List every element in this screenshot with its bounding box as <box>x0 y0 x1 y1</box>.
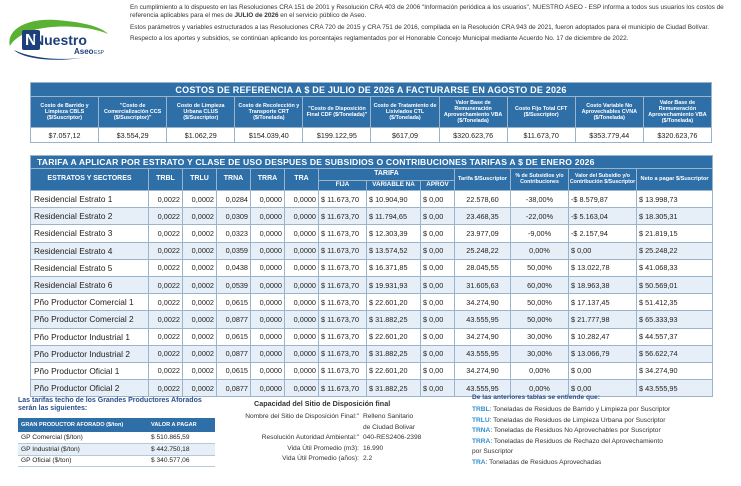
tariff-cell-pct: 0,00% <box>511 242 569 259</box>
reference-header: Costo Fijo Total CFT ($/Suscriptor) <box>507 97 575 128</box>
tariff-cell-trna: 0,0359 <box>217 242 251 259</box>
tariff-cell-tra: 0,0000 <box>285 345 319 362</box>
tariff-cell-aprov: $ 0,00 <box>421 242 455 259</box>
tariff-cell-trra: 0,0000 <box>251 362 285 379</box>
site-value: 2.2 <box>363 455 373 463</box>
tariff-cell-fija: $ 11.673,70 <box>319 311 367 328</box>
tariff-cell-trbl: 0,0022 <box>149 380 183 397</box>
tariff-cell-valor: $ 0,00 <box>569 380 637 397</box>
tariff-cell-tra: 0,0000 <box>285 328 319 345</box>
tariff-cell-pct: 0,00% <box>511 380 569 397</box>
tariff-cell-tarifa: 25.248,22 <box>455 242 511 259</box>
col-tra: TRA <box>285 169 319 191</box>
tariff-cell-fija: $ 11.673,70 <box>319 191 367 208</box>
tariff-cell-aprov: $ 0,00 <box>421 191 455 208</box>
reference-value: $199.122,95 <box>303 128 371 143</box>
glossary-text: : Toneladas de Residuos Aprovechadas <box>485 458 602 466</box>
col-valor-subsidio: Valor del Subsidio y/o Contribución $/Suscriptor <box>569 169 637 191</box>
tariff-cell-aprov: $ 0,00 <box>421 328 455 345</box>
tariff-cell-aprov: $ 0,00 <box>421 362 455 379</box>
tariff-cell-trlu: 0,0002 <box>183 345 217 362</box>
glossary-code: TRNA <box>472 427 491 434</box>
tariff-cell-aprov: $ 0,00 <box>421 208 455 225</box>
tariff-cell-valor: -$ 8.579,87 <box>569 191 637 208</box>
ceiling-label: GP Comercial ($/ton) <box>18 432 148 444</box>
glossary-list <box>472 405 734 468</box>
tariff-cell-sector: Pño Productor Industrial 1 <box>31 328 149 345</box>
col-tarifa-suscriptor: Tarifa $/Suscriptor <box>455 169 511 191</box>
tariff-cell-aprov: $ 0,00 <box>421 380 455 397</box>
reference-header: Costo de Tratamiento de Lixiviados CTL ($/Tonelada) <box>371 97 439 128</box>
tariff-cell-pct: -22,00% <box>511 208 569 225</box>
tariff-cell-variable: $ 11.794,65 <box>367 208 421 225</box>
tariff-cell-tarifa: 34.274,90 <box>455 328 511 345</box>
tariff-cell-trbl: 0,0022 <box>149 362 183 379</box>
tariff-cell-trbl: 0,0022 <box>149 345 183 362</box>
tariff-cell-trra: 0,0000 <box>251 225 285 242</box>
reference-value: $320.623,76 <box>643 128 711 143</box>
site-key: Resolución Autoridad Ambiental:" <box>261 434 359 442</box>
tariff-cell-tarifa: 43.555,95 <box>455 311 511 328</box>
tariff-cell-fija: $ 11.673,70 <box>319 380 367 397</box>
ceiling-table <box>18 418 215 467</box>
tariff-cell-tra: 0,0000 <box>285 294 319 311</box>
tariff-cell-valor: -$ 2.157,94 <box>569 225 637 242</box>
tariff-cell-trbl: 0,0022 <box>149 242 183 259</box>
tariff-cell-tra: 0,0000 <box>285 362 319 379</box>
tariff-row <box>31 242 713 259</box>
reference-costs-table <box>30 82 712 143</box>
tariff-cell-pct: -9,00% <box>511 225 569 242</box>
tariff-cell-sector: Pño Productor Comercial 2 <box>31 311 149 328</box>
glossary-item <box>472 458 734 469</box>
intro-paragraph-1: En cumplimiento a lo dispuesto en las Resoluciones CRA 151 de 2001 y Resolución CRA 403 de 2006 "Información periódica a los usuarios", NUESTRO ASEO - ESP informa a todos sus usuarios los costos de referencia aplicables para el mes de JULIO de 2026 en el servicio público de Aseo. <box>130 4 724 20</box>
site-row <box>200 454 478 465</box>
ceiling-row <box>18 455 215 467</box>
tariff-cell-trra: 0,0000 <box>251 242 285 259</box>
tariff-cell-variable: $ 10.904,90 <box>367 191 421 208</box>
tariff-cell-neto: $ 43.555,95 <box>637 380 713 397</box>
tariff-cell-tra: 0,0000 <box>285 276 319 293</box>
tariff-cell-pct: 50,00% <box>511 259 569 276</box>
tariff-cell-sector: Residencial Estrato 3 <box>31 225 149 242</box>
reference-value: $3.554,29 <box>99 128 167 143</box>
tariff-cell-trlu: 0,0002 <box>183 259 217 276</box>
tariff-row <box>31 191 713 208</box>
tariff-cell-pct: 60,00% <box>511 276 569 293</box>
tariff-cell-tarifa: 34.274,90 <box>455 294 511 311</box>
tariff-cell-trlu: 0,0002 <box>183 311 217 328</box>
ceiling-label: GP Oficial ($/ton) <box>18 455 148 467</box>
tariff-cell-trlu: 0,0002 <box>183 242 217 259</box>
tariff-title: TARIFA A APLICAR POR ESTRATO Y CLASE DE USO DESPUES DE SUBSIDIOS O CONTRIBUCIONES TARIFAS A $ DE ENERO 2026 <box>31 156 713 169</box>
tariff-row <box>31 225 713 242</box>
site-key: Vida Útil Promedio (m3): <box>287 444 359 452</box>
tariff-row <box>31 208 713 225</box>
col-variable: VARIABLE NA <box>367 181 421 191</box>
site-value: de Ciudad Bolivar <box>363 423 416 431</box>
col-sector: ESTRATOS Y SECTORES <box>31 169 149 191</box>
intro-paragraph-3: Respecto a los aportes y subsidios, se continúan aplicando los porcentajes reglamentados por el Honorable Concejo Municipal mediante Acuerdo No. 17 de diciembre de 2022. <box>130 34 629 42</box>
col-neto: Neto a pagar $/Suscriptor <box>637 169 713 191</box>
tariff-cell-trna: 0,0539 <box>217 276 251 293</box>
tariff-cell-fija: $ 11.673,70 <box>319 345 367 362</box>
tariff-cell-tra: 0,0000 <box>285 242 319 259</box>
tariff-table <box>30 155 713 397</box>
ceiling-row <box>18 432 215 444</box>
tariff-cell-neto: $ 65.333,93 <box>637 311 713 328</box>
tariff-cell-trna: 0,0877 <box>217 345 251 362</box>
tariff-cell-trlu: 0,0002 <box>183 328 217 345</box>
glossary-text: : Toneladas de Residuos de Limpieza Urbana por Suscriptor <box>489 416 666 424</box>
reference-header: Costo Variable No Aprovechables CVNA ($/Tonelada) <box>575 97 643 128</box>
tariff-cell-pct: 30,00% <box>511 328 569 345</box>
tariff-cell-variable: $ 19.931,93 <box>367 276 421 293</box>
tariff-cell-tarifa: 28.045,55 <box>455 259 511 276</box>
tariff-cell-trna: 0,0323 <box>217 225 251 242</box>
reference-value: $7.057,12 <box>31 128 99 143</box>
ceiling-value: $ 340.577,06 <box>148 455 215 467</box>
site-row <box>200 433 478 444</box>
tariff-cell-trbl: 0,0022 <box>149 276 183 293</box>
tariff-cell-variable: $ 31.882,25 <box>367 345 421 362</box>
tariff-cell-tarifa: 34.274,90 <box>455 362 511 379</box>
reference-header: Costo de Limpieza Urbana CLUS ($/Suscriptor) <box>167 97 235 128</box>
tariff-cell-valor: $ 13.066,79 <box>569 345 637 362</box>
col-trna: TRNA <box>217 169 251 191</box>
tariff-cell-sector: Residencial Estrato 5 <box>31 259 149 276</box>
tariff-cell-aprov: $ 0,00 <box>421 345 455 362</box>
tariff-cell-trlu: 0,0002 <box>183 362 217 379</box>
ceiling-col-value: VALOR A PAGAR <box>148 418 215 432</box>
tariff-cell-trbl: 0,0022 <box>149 225 183 242</box>
tariff-cell-pct: -38,00% <box>511 191 569 208</box>
tariff-cell-trna: 0,0309 <box>217 208 251 225</box>
tariff-cell-trna: 0,0615 <box>217 328 251 345</box>
tariff-cell-variable: $ 31.882,25 <box>367 380 421 397</box>
tariff-cell-trlu: 0,0002 <box>183 294 217 311</box>
tariff-cell-trbl: 0,0022 <box>149 208 183 225</box>
glossary-text: por Suscriptor <box>472 448 514 455</box>
tariff-cell-sector: Residencial Estrato 6 <box>31 276 149 293</box>
glossary-item <box>472 405 734 416</box>
tariff-cell-aprov: $ 0,00 <box>421 259 455 276</box>
tariff-cell-trlu: 0,0002 <box>183 208 217 225</box>
reference-header: Costo de Barrido y Limpieza CBLS ($/Suscriptor) <box>31 97 99 128</box>
tariff-cell-neto: $ 50.569,01 <box>637 276 713 293</box>
tariff-cell-valor: $ 0,00 <box>569 362 637 379</box>
ceiling-title: Las tarifas techo de los Grandes Productores Aforados serán las siguientes: <box>18 397 202 413</box>
reference-costs-title: COSTOS DE REFERENCIA A $ DE JULIO DE 2026 A FACTURARSE EN AGOSTO DE 2026 <box>31 83 712 97</box>
tariff-cell-trna: 0,0438 <box>217 259 251 276</box>
logo-suffix: ESP <box>94 50 105 56</box>
tariff-cell-trbl: 0,0022 <box>149 328 183 345</box>
tariff-cell-sector: Pño Productor Industrial 2 <box>31 345 149 362</box>
glossary-code: TRRA <box>472 437 491 445</box>
tariff-cell-variable: $ 12.303,39 <box>367 225 421 242</box>
tariff-cell-tarifa: 23.977,09 <box>455 225 511 242</box>
reference-value: $353.779,44 <box>575 128 643 143</box>
glossary-code: TRBL <box>472 406 490 413</box>
glossary-code: TRLU <box>472 416 490 424</box>
reference-value: $320.623,76 <box>439 128 507 143</box>
site-value: 16.990 <box>363 444 384 452</box>
site-value: Relleno Sanitario <box>363 413 414 420</box>
tariff-row <box>31 362 713 379</box>
ceiling-label: GP Industrial ($/ton) <box>18 444 148 456</box>
tariff-cell-neto: $ 51.412,35 <box>637 294 713 311</box>
tariff-cell-trna: 0,0615 <box>217 294 251 311</box>
col-trbl: TRBL <box>149 169 183 191</box>
svg-text:N: N <box>25 32 37 49</box>
ceiling-row <box>18 444 215 456</box>
tariff-cell-neto: $ 34.274,90 <box>637 362 713 379</box>
tariff-cell-trra: 0,0000 <box>251 191 285 208</box>
reference-header: Valor Base de Remuneración Aprovechamiento VBA ($/Tonelada) <box>643 97 711 128</box>
tariff-cell-trlu: 0,0002 <box>183 225 217 242</box>
tariff-cell-fija: $ 11.673,70 <box>319 242 367 259</box>
tariff-cell-valor: $ 18.963,38 <box>569 276 637 293</box>
tariff-row <box>31 259 713 276</box>
tariff-cell-fija: $ 11.673,70 <box>319 276 367 293</box>
tariff-cell-trra: 0,0000 <box>251 328 285 345</box>
tariff-cell-variable: $ 22.601,20 <box>367 362 421 379</box>
tariff-cell-aprov: $ 0,00 <box>421 311 455 328</box>
tariff-row <box>31 294 713 311</box>
tariff-cell-fija: $ 11.673,70 <box>319 259 367 276</box>
tariff-cell-trna: 0,0877 <box>217 380 251 397</box>
tariff-cell-tarifa: 23.468,35 <box>455 208 511 225</box>
tariff-row <box>31 345 713 362</box>
tariff-row <box>31 311 713 328</box>
reference-value: $11.673,70 <box>507 128 575 143</box>
tariff-cell-neto: $ 21.819,15 <box>637 225 713 242</box>
reference-header: "Costo de Disposición Final CDF ($/Tonelada)" <box>303 97 371 128</box>
tariff-cell-trbl: 0,0022 <box>149 191 183 208</box>
glossary-item <box>472 426 734 437</box>
col-aprov: APROV <box>421 181 455 191</box>
tariff-cell-neto: $ 13.998,73 <box>637 191 713 208</box>
tariff-cell-trra: 0,0000 <box>251 259 285 276</box>
glossary-code: TRA <box>472 458 486 466</box>
tariff-cell-tra: 0,0000 <box>285 259 319 276</box>
tariff-cell-tarifa: 43.555,95 <box>455 345 511 362</box>
tariff-cell-pct: 30,00% <box>511 345 569 362</box>
tariff-cell-variable: $ 31.882,25 <box>367 311 421 328</box>
tariff-cell-trbl: 0,0022 <box>149 259 183 276</box>
glossary-title: De las anteriores tablas se entiende que: <box>472 394 600 401</box>
glossary-text: : Toneladas de Residuos de Rechazo del Aprovechamiento <box>490 437 663 445</box>
glossary-item <box>472 416 734 427</box>
site-row <box>200 423 478 434</box>
tariff-cell-trra: 0,0000 <box>251 345 285 362</box>
col-pct-subsidio: % de Subsidios y/o Contribuciones <box>511 169 569 191</box>
tariff-cell-neto: $ 44.557,37 <box>637 328 713 345</box>
tariff-cell-trlu: 0,0002 <box>183 191 217 208</box>
site-key: Nombre del Sitio de Disposición Final:" <box>245 413 359 420</box>
tariff-cell-aprov: $ 0,00 <box>421 294 455 311</box>
ceiling-value: $ 442.750,18 <box>148 444 215 456</box>
site-value: 040-RES2406-2398 <box>363 434 422 442</box>
reference-header: Costo de Recolección y Transporte CRT ($/Tonelada) <box>235 97 303 128</box>
tariff-cell-fija: $ 11.673,70 <box>319 225 367 242</box>
glossary-text: : Toneladas de Residuos No Aprovechables por Suscriptor <box>490 427 661 434</box>
site-title: Capacidad del Sitio de Disposición final <box>254 399 391 408</box>
tariff-cell-valor: $ 13.022,78 <box>569 259 637 276</box>
tariff-cell-valor: $ 10.282,47 <box>569 328 637 345</box>
tariff-cell-valor: $ 21.777,98 <box>569 311 637 328</box>
col-fija: FIJA <box>319 181 367 191</box>
tariff-cell-trlu: 0,0002 <box>183 276 217 293</box>
tariff-cell-variable: $ 22.601,20 <box>367 294 421 311</box>
tariff-cell-variable: $ 16.371,85 <box>367 259 421 276</box>
tariff-cell-trra: 0,0000 <box>251 276 285 293</box>
tariff-cell-sector: Residencial Estrato 1 <box>31 191 149 208</box>
glossary-item <box>472 437 734 448</box>
tariff-cell-sector: Residencial Estrato 2 <box>31 208 149 225</box>
tariff-cell-valor: $ 17.137,45 <box>569 294 637 311</box>
tariff-cell-variable: $ 13.574,52 <box>367 242 421 259</box>
col-tarifa-group: TARIFA <box>319 169 455 181</box>
tariff-cell-neto: $ 18.305,31 <box>637 208 713 225</box>
tariff-cell-sector: Residencial Estrato 4 <box>31 242 149 259</box>
glossary-text: : Toneladas de Residuos de Barrido y Limpieza por Suscriptor <box>489 406 671 413</box>
company-logo <box>4 12 122 66</box>
tariff-cell-trbl: 0,0022 <box>149 311 183 328</box>
tariff-cell-fija: $ 11.673,70 <box>319 362 367 379</box>
col-trra: TRRA <box>251 169 285 191</box>
tariff-cell-neto: $ 25.248,22 <box>637 242 713 259</box>
tariff-cell-trra: 0,0000 <box>251 208 285 225</box>
glossary-item <box>472 447 734 458</box>
logo-word-2: Aseo <box>74 47 94 56</box>
tariff-cell-sector: Pño Productor Comercial 1 <box>31 294 149 311</box>
tariff-cell-pct: 50,00% <box>511 294 569 311</box>
tariff-row <box>31 328 713 345</box>
tariff-cell-trbl: 0,0022 <box>149 294 183 311</box>
tariff-cell-trlu: 0,0002 <box>183 380 217 397</box>
tariff-cell-trna: 0,0877 <box>217 311 251 328</box>
site-row <box>200 444 478 455</box>
tariff-cell-sector: Pño Productor Oficial 2 <box>31 380 149 397</box>
tariff-cell-fija: $ 11.673,70 <box>319 208 367 225</box>
tariff-cell-valor: -$ 5.163,04 <box>569 208 637 225</box>
ceiling-col-producer: GRAN PRODUCTOR AFORADO ($/ton) <box>18 418 148 432</box>
tariff-cell-tarifa: 43.555,95 <box>455 380 511 397</box>
site-row <box>200 412 478 423</box>
tariff-cell-variable: $ 22.601,20 <box>367 328 421 345</box>
tariff-cell-sector: Pño Productor Oficial 1 <box>31 362 149 379</box>
tariff-cell-fija: $ 11.673,70 <box>319 328 367 345</box>
col-trlu: TRLU <box>183 169 217 191</box>
tariff-cell-trra: 0,0000 <box>251 311 285 328</box>
tariff-cell-aprov: $ 0,00 <box>421 276 455 293</box>
logo-word-1: Nuestro <box>34 32 87 48</box>
tariff-cell-tarifa: 22.578,60 <box>455 191 511 208</box>
tariff-cell-trra: 0,0000 <box>251 380 285 397</box>
reference-value: $154.039,40 <box>235 128 303 143</box>
tariff-cell-tra: 0,0000 <box>285 380 319 397</box>
tariff-cell-tra: 0,0000 <box>285 191 319 208</box>
tariff-cell-trra: 0,0000 <box>251 294 285 311</box>
tariff-cell-trna: 0,0615 <box>217 362 251 379</box>
ceiling-value: $ 510.865,59 <box>148 432 215 444</box>
tariff-row <box>31 276 713 293</box>
intro-text <box>130 4 736 46</box>
site-details <box>200 412 478 465</box>
reference-value: $617,09 <box>371 128 439 143</box>
tariff-cell-fija: $ 11.673,70 <box>319 294 367 311</box>
reference-value: $1.062,29 <box>167 128 235 143</box>
tariff-cell-tra: 0,0000 <box>285 208 319 225</box>
tariff-cell-trna: 0,0284 <box>217 191 251 208</box>
tariff-cell-tarifa: 31.605,63 <box>455 276 511 293</box>
tariff-cell-pct: 0,00% <box>511 362 569 379</box>
site-key <box>200 423 363 434</box>
tariff-cell-neto: $ 56.622,74 <box>637 345 713 362</box>
reference-header: "Costo de Comercialización CCS ($/Suscriptor)" <box>99 97 167 128</box>
site-key: Vida Útil Promedio (años): <box>282 455 359 463</box>
tariff-cell-valor: $ 0,00 <box>569 242 637 259</box>
tariff-cell-pct: 50,00% <box>511 311 569 328</box>
tariff-cell-aprov: $ 0,00 <box>421 225 455 242</box>
tariff-cell-tra: 0,0000 <box>285 311 319 328</box>
reference-header: Valor Base de Remuneración Aprovechamiento VBA ($/Tonelada) <box>439 97 507 128</box>
tariff-cell-neto: $ 41.068,33 <box>637 259 713 276</box>
tariff-cell-tra: 0,0000 <box>285 225 319 242</box>
intro-paragraph-2: Estos parámetros y variables estructurados a las Resoluciones CRA 720 de 2015 y CRA 751 de 2016, compilada en la Resolución CRA 943 de 2021, fueron adoptados para el municipio de Ciudad Bolívar. <box>130 23 710 31</box>
